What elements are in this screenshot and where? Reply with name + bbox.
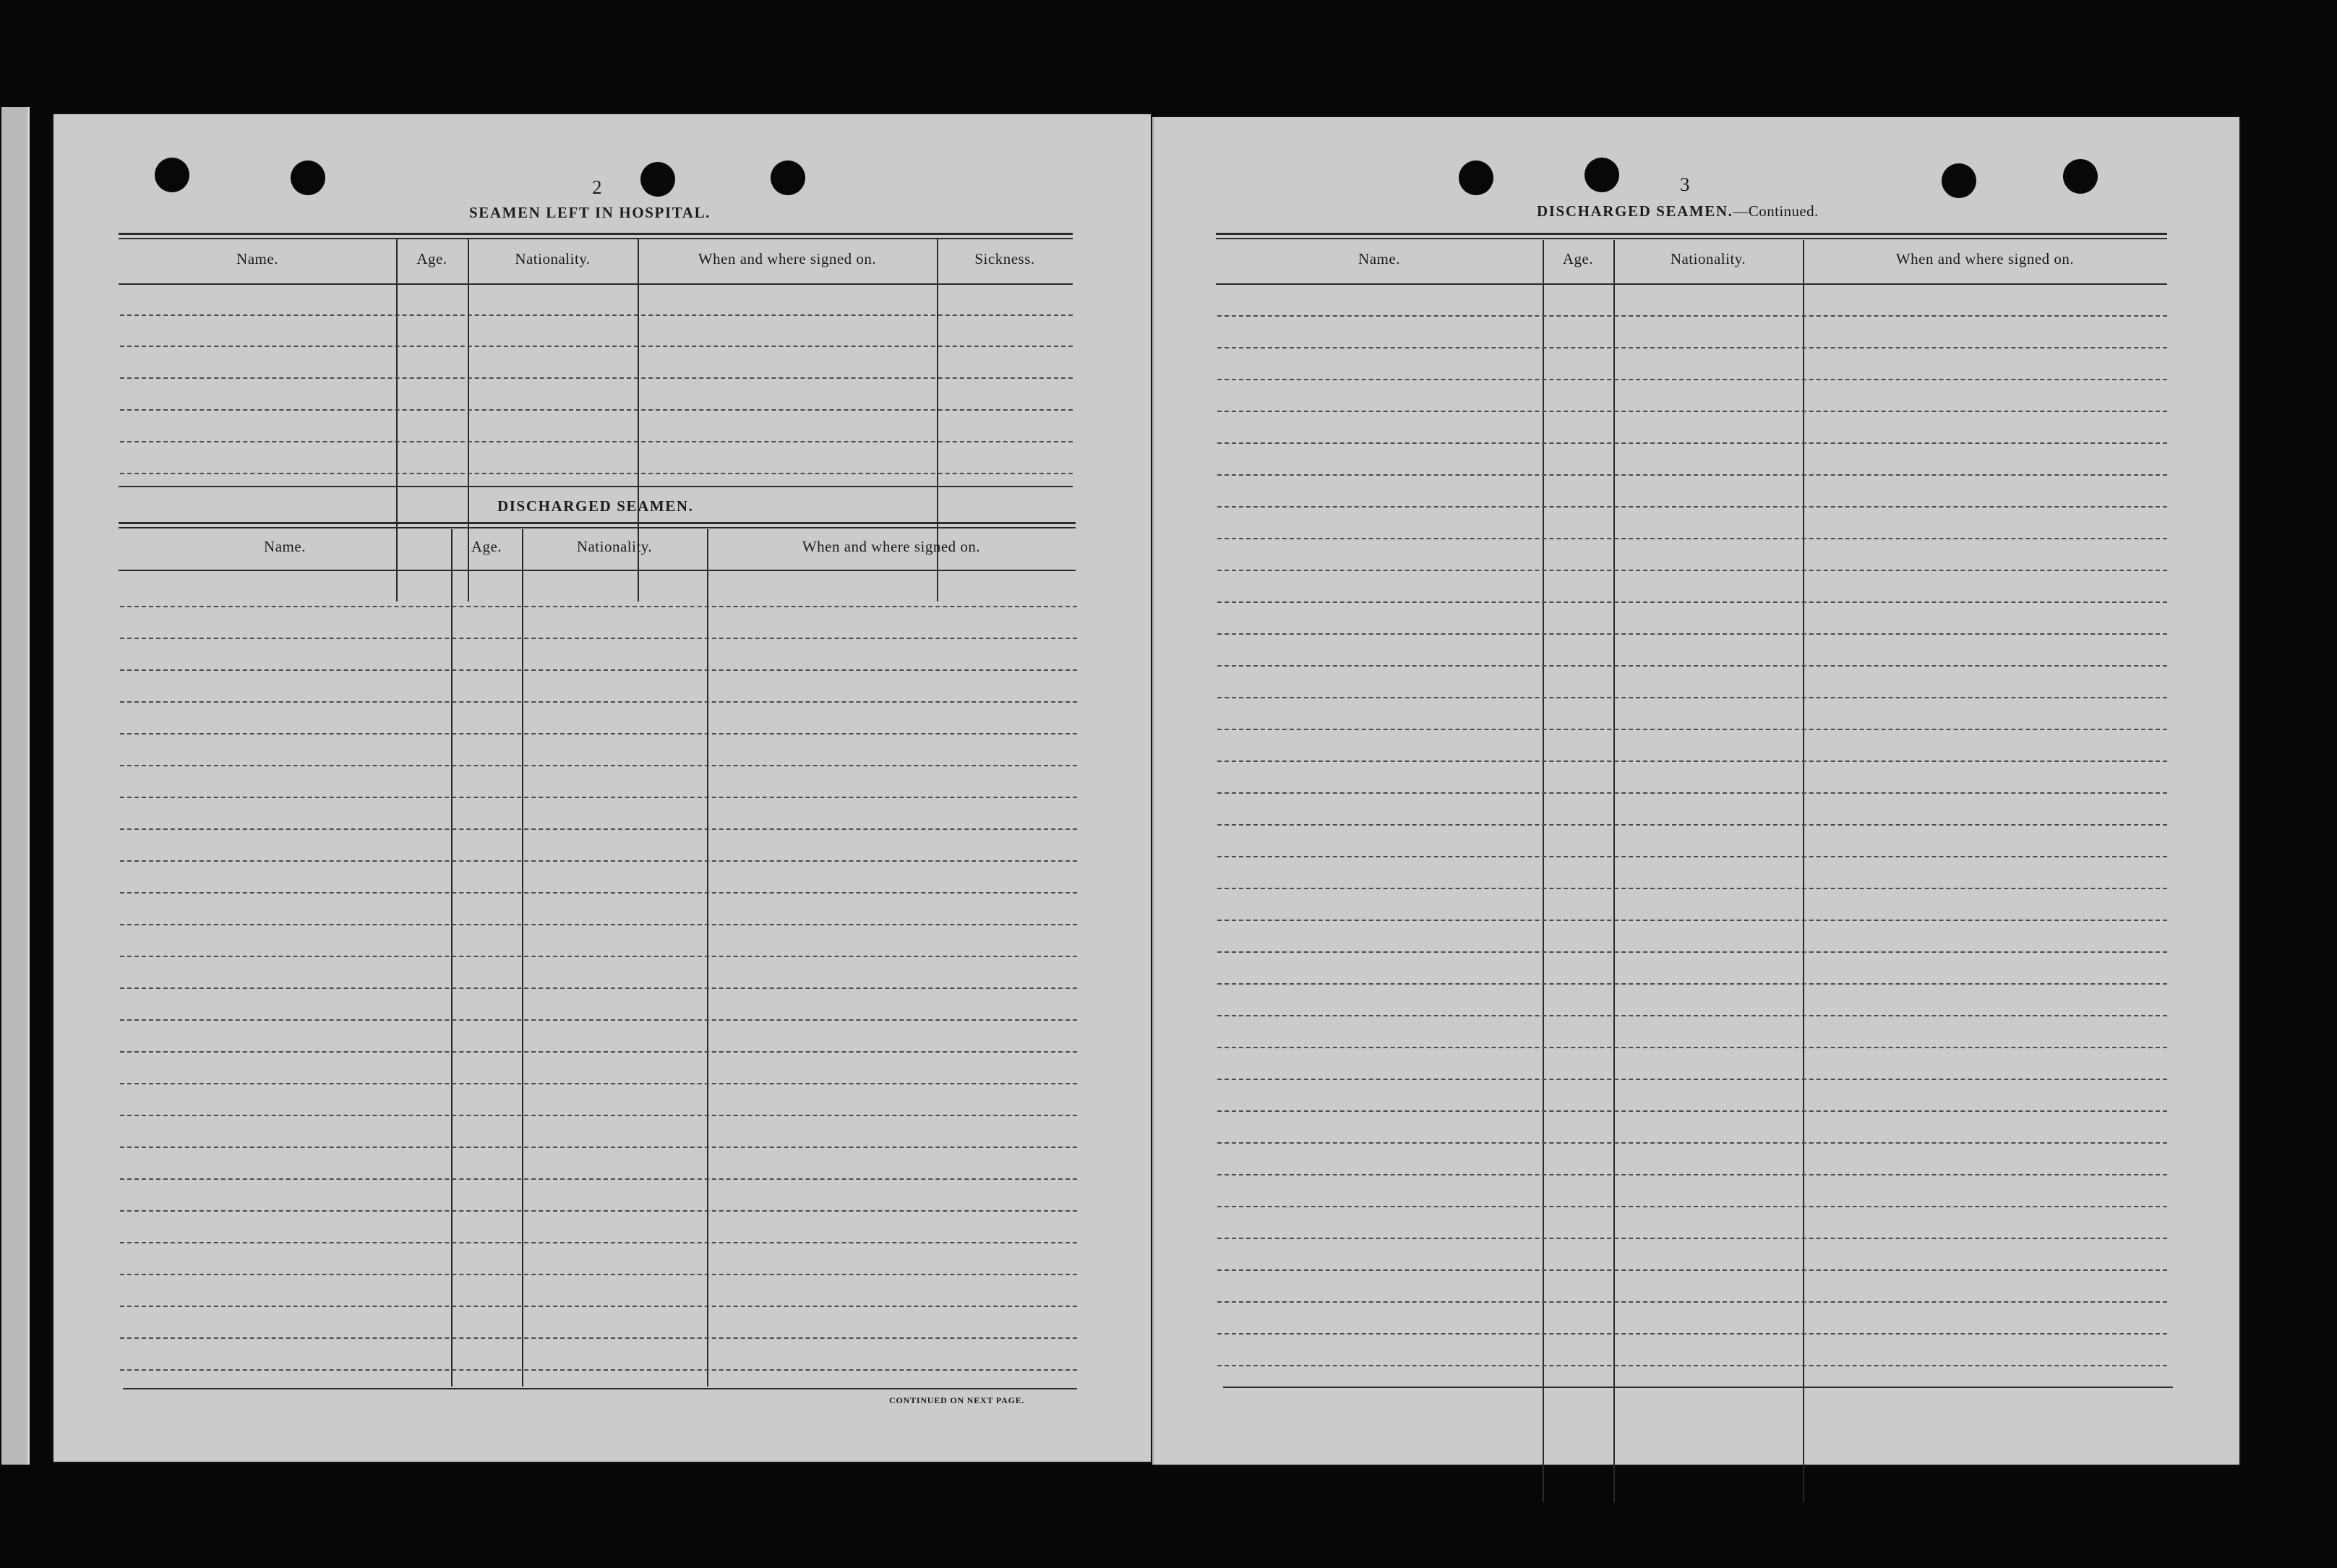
entry-row-line [1217, 538, 2167, 539]
discharged-col-age: Age. [471, 538, 502, 555]
left-page [53, 114, 1151, 1462]
hospital-table-bottom-rule [119, 486, 1073, 487]
column-divider [1803, 240, 1804, 1502]
punch-hole [640, 162, 675, 197]
right-page [1152, 117, 2239, 1465]
entry-row-line [1217, 856, 2167, 857]
entry-row-line [1217, 1174, 2167, 1175]
entry-row-line [1217, 1269, 2167, 1271]
punch-hole [771, 160, 805, 195]
discharged-continued-title-main: DISCHARGED SEAMEN. [1537, 202, 1733, 220]
entry-row-line [120, 1369, 1077, 1371]
entry-row-line [120, 956, 1077, 957]
entry-row-line [120, 1083, 1077, 1084]
entry-row-line [120, 669, 1077, 671]
entry-row-line [1217, 315, 2167, 317]
column-divider [451, 529, 453, 1387]
continued-col-signed-on: When and where signed on. [1895, 250, 2075, 267]
continued-note: CONTINUED ON NEXT PAGE. [889, 1395, 1025, 1405]
punch-hole [1942, 163, 1976, 198]
entry-row-line [120, 1115, 1077, 1116]
entry-row-line [120, 1019, 1077, 1021]
adjacent-page-edge [1, 107, 30, 1465]
continued-col-nationality: Nationality. [1670, 250, 1746, 267]
entry-row-line [1217, 633, 2167, 635]
discharged-table-bottom-rule [123, 1388, 1077, 1389]
entry-row-line [120, 346, 1073, 347]
column-divider [707, 529, 708, 1387]
page-number: 3 [1680, 173, 1691, 195]
entry-row-line [1217, 729, 2167, 730]
continued-table-bottom-rule [1223, 1387, 2173, 1388]
hospital-table-top-rule [119, 233, 1073, 239]
entry-row-line [1217, 442, 2167, 444]
discharged-header-rule [119, 570, 1076, 571]
entry-row-line [1217, 570, 2167, 571]
entry-row-line [1217, 1206, 2167, 1207]
entry-row-line [1217, 792, 2167, 794]
entry-row-line [120, 377, 1073, 379]
hospital-col-signed-on: When and where signed on. [698, 250, 877, 267]
hospital-col-sickness: Sickness. [974, 250, 1035, 267]
entry-row-line [120, 988, 1077, 989]
entry-row-line [1217, 1110, 2167, 1112]
entry-row-line [1217, 1301, 2167, 1303]
entry-row-line [120, 473, 1073, 474]
entry-row-line [1217, 379, 2167, 380]
entry-row-line [120, 828, 1077, 830]
entry-row-line [1217, 824, 2167, 826]
entry-row-line [1217, 506, 2167, 507]
punch-hole [1585, 158, 1619, 192]
entry-row-line [1217, 665, 2167, 667]
continued-col-age: Age. [1562, 250, 1594, 267]
entry-row-line [1217, 983, 2167, 985]
discharged-col-signed-on: When and where signed on. [802, 538, 981, 555]
entry-row-line [120, 1306, 1077, 1307]
entry-row-line [1217, 951, 2167, 953]
entry-row-line [120, 1051, 1077, 1053]
entry-row-line [120, 409, 1073, 411]
discharged-section-title: DISCHARGED SEAMEN. [497, 497, 694, 515]
entry-row-line [1217, 1238, 2167, 1239]
entry-row-line [1217, 1365, 2167, 1366]
discharged-col-name: Name. [264, 538, 306, 555]
entry-row-line [1217, 411, 2167, 412]
punch-hole [1459, 160, 1493, 195]
entry-row-line [120, 1337, 1077, 1339]
entry-row-line [1217, 1015, 2167, 1016]
hospital-col-age: Age. [416, 250, 447, 267]
entry-row-line [120, 797, 1077, 798]
entry-row-line [1217, 474, 2167, 476]
continued-header-rule [1216, 283, 2167, 285]
entry-row-line [120, 733, 1077, 734]
entry-row-line [120, 1242, 1077, 1243]
hospital-header-rule [119, 283, 1073, 285]
discharged-table-top-rule [119, 522, 1076, 528]
entry-row-line [120, 314, 1073, 316]
entry-row-line [120, 1178, 1077, 1180]
punch-hole [2063, 159, 2098, 194]
column-divider [1613, 240, 1615, 1502]
entry-row-line [1217, 1333, 2167, 1334]
entry-row-line [120, 1147, 1077, 1148]
entry-row-line [1217, 697, 2167, 698]
entry-row-line [1217, 888, 2167, 889]
entry-row-line [120, 606, 1077, 607]
entry-row-line [120, 701, 1077, 703]
entry-row-line [1217, 920, 2167, 921]
entry-row-line [120, 765, 1077, 766]
entry-row-line [1217, 601, 2167, 603]
column-divider [1543, 240, 1544, 1502]
entry-row-line [120, 892, 1077, 894]
entry-row-line [1217, 1142, 2167, 1144]
continued-table-top-rule [1216, 233, 2167, 239]
hospital-section-title: SEAMEN LEFT IN HOSPITAL. [469, 204, 711, 221]
punch-hole [291, 160, 325, 195]
continued-suffix: —Continued. [1733, 202, 1819, 220]
entry-row-line [120, 1210, 1077, 1212]
punch-hole [155, 158, 189, 192]
discharged-continued-title [1537, 202, 1819, 220]
entry-row-line [120, 924, 1077, 925]
entry-row-line [1217, 347, 2167, 348]
entry-row-line [1217, 761, 2167, 762]
entry-row-line [1217, 1079, 2167, 1080]
column-divider [522, 529, 523, 1387]
entry-row-line [120, 1274, 1077, 1275]
entry-row-line [120, 860, 1077, 862]
entry-row-line [120, 638, 1077, 639]
hospital-col-nationality: Nationality. [515, 250, 591, 267]
discharged-col-nationality: Nationality. [576, 538, 653, 555]
entry-row-line [1217, 1047, 2167, 1048]
continued-col-name: Name. [1358, 250, 1400, 267]
page-number: 2 [592, 176, 603, 198]
entry-row-line [120, 441, 1073, 442]
hospital-col-name: Name. [236, 250, 278, 267]
